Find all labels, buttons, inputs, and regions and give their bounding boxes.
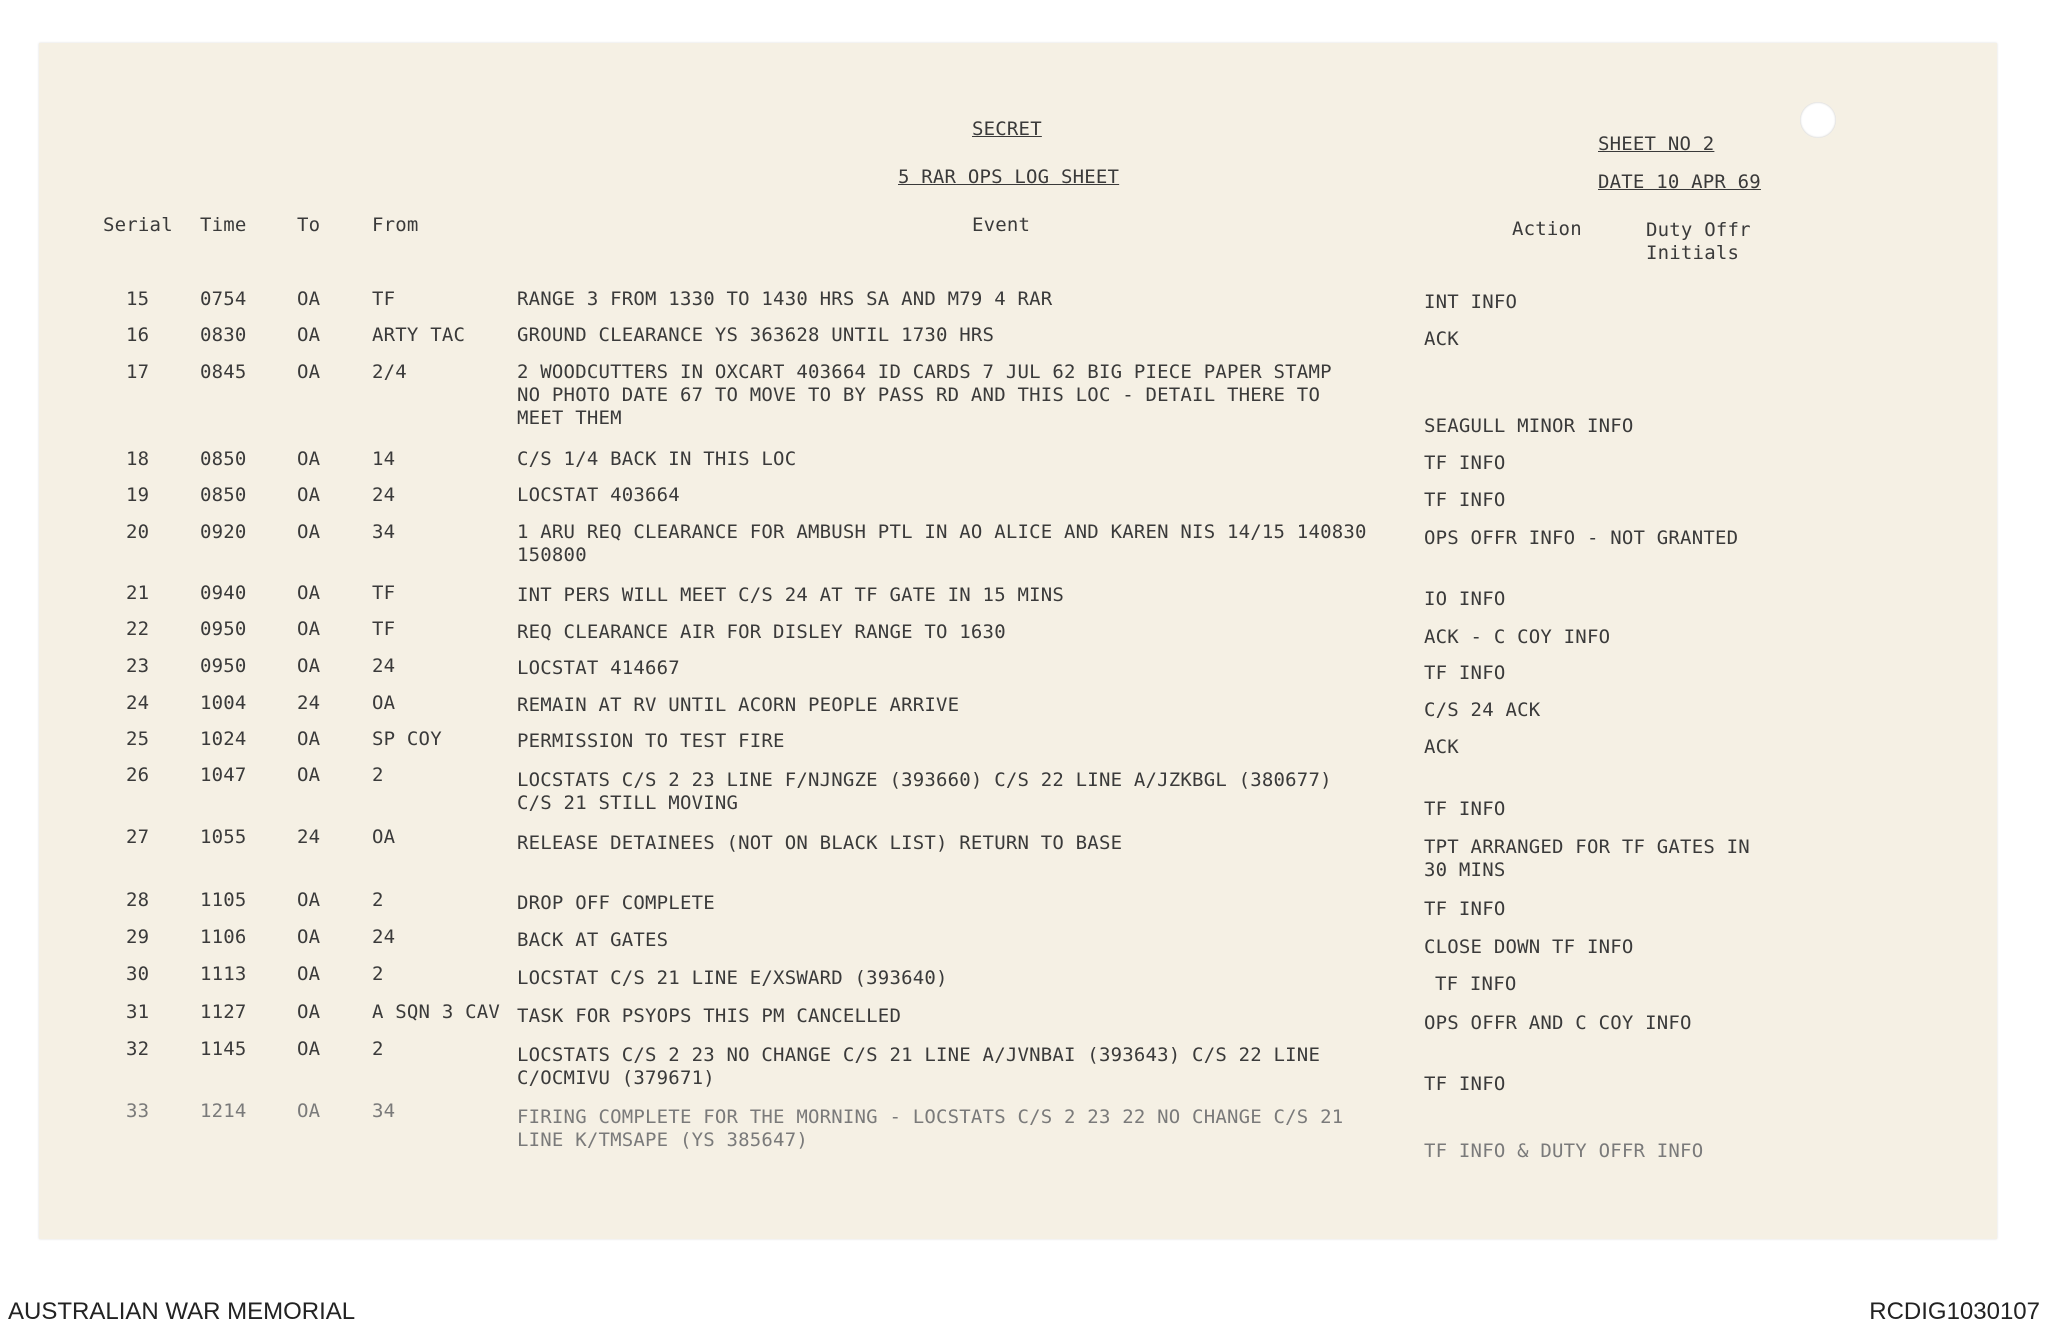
entry-event: RANGE 3 FROM 1330 TO 1430 HRS SA AND M79 4 RAR	[517, 288, 1053, 310]
entry-from: TF	[372, 618, 396, 640]
entry-serial: 31	[126, 1001, 150, 1023]
entry-from: A SQN 3 CAV	[372, 1001, 501, 1023]
entry-to: OA	[297, 1001, 321, 1023]
archive-credit: AUSTRALIAN WAR MEMORIAL	[8, 1298, 356, 1325]
entry-to: OA	[297, 655, 321, 677]
entry-action: TF INFO	[1424, 1073, 1506, 1095]
entry-time: 1047	[200, 764, 247, 786]
entry-action: IO INFO	[1424, 588, 1506, 610]
entry-time: 0950	[200, 618, 247, 640]
entry-event: TASK FOR PSYOPS THIS PM CANCELLED	[517, 1005, 902, 1027]
entry-time: 1145	[200, 1038, 247, 1060]
entry-from: 2/4	[372, 361, 407, 383]
entry-serial: 29	[126, 926, 150, 948]
entry-from: TF	[372, 582, 396, 604]
column-header-event: Event	[972, 214, 1031, 236]
entry-to: OA	[297, 521, 321, 543]
entry-to: 24	[297, 826, 321, 848]
entry-event: DROP OFF COMPLETE	[517, 892, 715, 914]
column-header-action: Action	[1512, 218, 1582, 240]
entry-event: LOCSTATS C/S 2 23 LINE F/NJNGZE (393660) C/S 22 LINE A/JZKBGL (380677) C/S 21 STILL MOVING	[517, 769, 1332, 814]
entry-action: TF INFO & DUTY OFFR INFO	[1424, 1140, 1704, 1162]
entry-time: 1127	[200, 1001, 247, 1023]
entry-action: OPS OFFR INFO - NOT GRANTED	[1424, 527, 1739, 549]
entry-event: FIRING COMPLETE FOR THE MORNING - LOCSTATS C/S 2 23 22 NO CHANGE C/S 21 LINE K/TMSAPE (YS 385647)	[517, 1106, 1344, 1151]
column-header-time: Time	[200, 214, 247, 236]
entry-action: ACK	[1424, 328, 1459, 350]
entry-time: 0850	[200, 484, 247, 506]
entry-time: 0754	[200, 288, 247, 310]
entry-event: 1 ARU REQ CLEARANCE FOR AMBUSH PTL IN AO ALICE AND KAREN NIS 14/15 140830 150800	[517, 521, 1367, 566]
entry-serial: 20	[126, 521, 150, 543]
entry-action: ACK - C COY INFO	[1424, 626, 1611, 648]
entry-serial: 19	[126, 484, 150, 506]
entry-to: OA	[297, 1100, 321, 1122]
entry-to: OA	[297, 618, 321, 640]
entry-action: OPS OFFR AND C COY INFO	[1424, 1012, 1692, 1034]
entry-time: 0940	[200, 582, 247, 604]
entry-to: 24	[297, 692, 321, 714]
sheet-date: DATE 10 APR 69	[1598, 171, 1761, 193]
entry-event: BACK AT GATES	[517, 929, 669, 951]
entry-serial: 26	[126, 764, 150, 786]
entry-time: 0950	[200, 655, 247, 677]
entry-to: OA	[297, 889, 321, 911]
entry-to: OA	[297, 288, 321, 310]
entry-action: TPT ARRANGED FOR TF GATES IN 30 MINS	[1424, 836, 1750, 881]
entry-time: 1113	[200, 963, 247, 985]
entry-event: LOCSTAT 403664	[517, 484, 680, 506]
entry-serial: 30	[126, 963, 150, 985]
entry-from: 34	[372, 1100, 396, 1122]
entry-serial: 18	[126, 448, 150, 470]
entry-from: 34	[372, 521, 396, 543]
entry-serial: 22	[126, 618, 150, 640]
entry-time: 1004	[200, 692, 247, 714]
entry-serial: 23	[126, 655, 150, 677]
entry-serial: 32	[126, 1038, 150, 1060]
entry-event: C/S 1/4 BACK IN THIS LOC	[517, 448, 797, 470]
entry-time: 0830	[200, 324, 247, 346]
column-header-serial: Serial	[103, 214, 173, 236]
entry-from: OA	[372, 692, 396, 714]
entry-action: ACK	[1424, 736, 1459, 758]
column-header-from: From	[372, 214, 419, 236]
entry-serial: 21	[126, 582, 150, 604]
entry-event: LOCSTAT C/S 21 LINE E/XSWARD (393640)	[517, 967, 948, 989]
entry-from: 24	[372, 926, 396, 948]
entry-from: 24	[372, 484, 396, 506]
entry-event: INT PERS WILL MEET C/S 24 AT TF GATE IN 15 MINS	[517, 584, 1065, 606]
entry-to: OA	[297, 361, 321, 383]
entry-serial: 17	[126, 361, 150, 383]
entry-to: OA	[297, 324, 321, 346]
entry-action: CLOSE DOWN TF INFO	[1424, 936, 1634, 958]
entry-from: OA	[372, 826, 396, 848]
entry-to: OA	[297, 448, 321, 470]
entry-from: 2	[372, 963, 384, 985]
entry-serial: 27	[126, 826, 150, 848]
entry-from: 2	[372, 889, 384, 911]
entry-from: ARTY TAC	[372, 324, 466, 346]
entry-action: INT INFO	[1424, 291, 1518, 313]
entry-to: OA	[297, 484, 321, 506]
entry-from: TF	[372, 288, 396, 310]
entry-to: OA	[297, 582, 321, 604]
entry-serial: 28	[126, 889, 150, 911]
entry-serial: 25	[126, 728, 150, 750]
entry-time: 0920	[200, 521, 247, 543]
entry-action: TF INFO	[1435, 973, 1517, 995]
entry-time: 1024	[200, 728, 247, 750]
classification-marking: SECRET	[972, 118, 1042, 140]
entry-from: 14	[372, 448, 396, 470]
entry-event: LOCSTAT 414667	[517, 657, 680, 679]
column-header-duty-officer: Duty Offr Initials	[1646, 219, 1751, 264]
entry-to: OA	[297, 764, 321, 786]
entry-from: 2	[372, 1038, 384, 1060]
archive-reference: RCDIG1030107	[1869, 1298, 2040, 1325]
punch-hole	[1800, 102, 1836, 138]
entry-action: TF INFO	[1424, 662, 1506, 684]
entry-from: 2	[372, 764, 384, 786]
entry-event: RELEASE DETAINEES (NOT ON BLACK LIST) RETURN TO BASE	[517, 832, 1123, 854]
entry-time: 1106	[200, 926, 247, 948]
entry-event: REMAIN AT RV UNTIL ACORN PEOPLE ARRIVE	[517, 694, 960, 716]
entry-action: SEAGULL MINOR INFO	[1424, 415, 1634, 437]
entry-serial: 24	[126, 692, 150, 714]
entry-event: REQ CLEARANCE AIR FOR DISLEY RANGE TO 1630	[517, 621, 1006, 643]
entry-event: GROUND CLEARANCE YS 363628 UNTIL 1730 HRS	[517, 324, 995, 346]
sheet-number: SHEET NO 2	[1598, 133, 1715, 155]
entry-action: TF INFO	[1424, 452, 1506, 474]
entry-event: LOCSTATS C/S 2 23 NO CHANGE C/S 21 LINE A/JVNBAI (393643) C/S 22 LINE C/OCMIVU (379671)	[517, 1044, 1321, 1089]
entry-action: TF INFO	[1424, 798, 1506, 820]
entry-action: TF INFO	[1424, 489, 1506, 511]
entry-action: C/S 24 ACK	[1424, 699, 1541, 721]
entry-from: SP COY	[372, 728, 442, 750]
document-title: 5 RAR OPS LOG SHEET	[898, 166, 1120, 188]
entry-time: 1055	[200, 826, 247, 848]
entry-from: 24	[372, 655, 396, 677]
entry-to: OA	[297, 728, 321, 750]
entry-to: OA	[297, 1038, 321, 1060]
entry-time: 1214	[200, 1100, 247, 1122]
entry-time: 0845	[200, 361, 247, 383]
entry-serial: 16	[126, 324, 150, 346]
entry-action: TF INFO	[1424, 898, 1506, 920]
entry-to: OA	[297, 926, 321, 948]
entry-to: OA	[297, 963, 321, 985]
column-header-to: To	[297, 214, 321, 236]
entry-serial: 33	[126, 1100, 150, 1122]
entry-event: PERMISSION TO TEST FIRE	[517, 730, 785, 752]
entry-time: 0850	[200, 448, 247, 470]
entry-time: 1105	[200, 889, 247, 911]
entry-event: 2 WOODCUTTERS IN OXCART 403664 ID CARDS 7 JUL 62 BIG PIECE PAPER STAMP NO PHOTO DATE 67 TO MOVE TO BY PASS RD AND THIS LOC - DETAIL THERE TO MEET THEM	[517, 361, 1332, 429]
entry-serial: 15	[126, 288, 150, 310]
